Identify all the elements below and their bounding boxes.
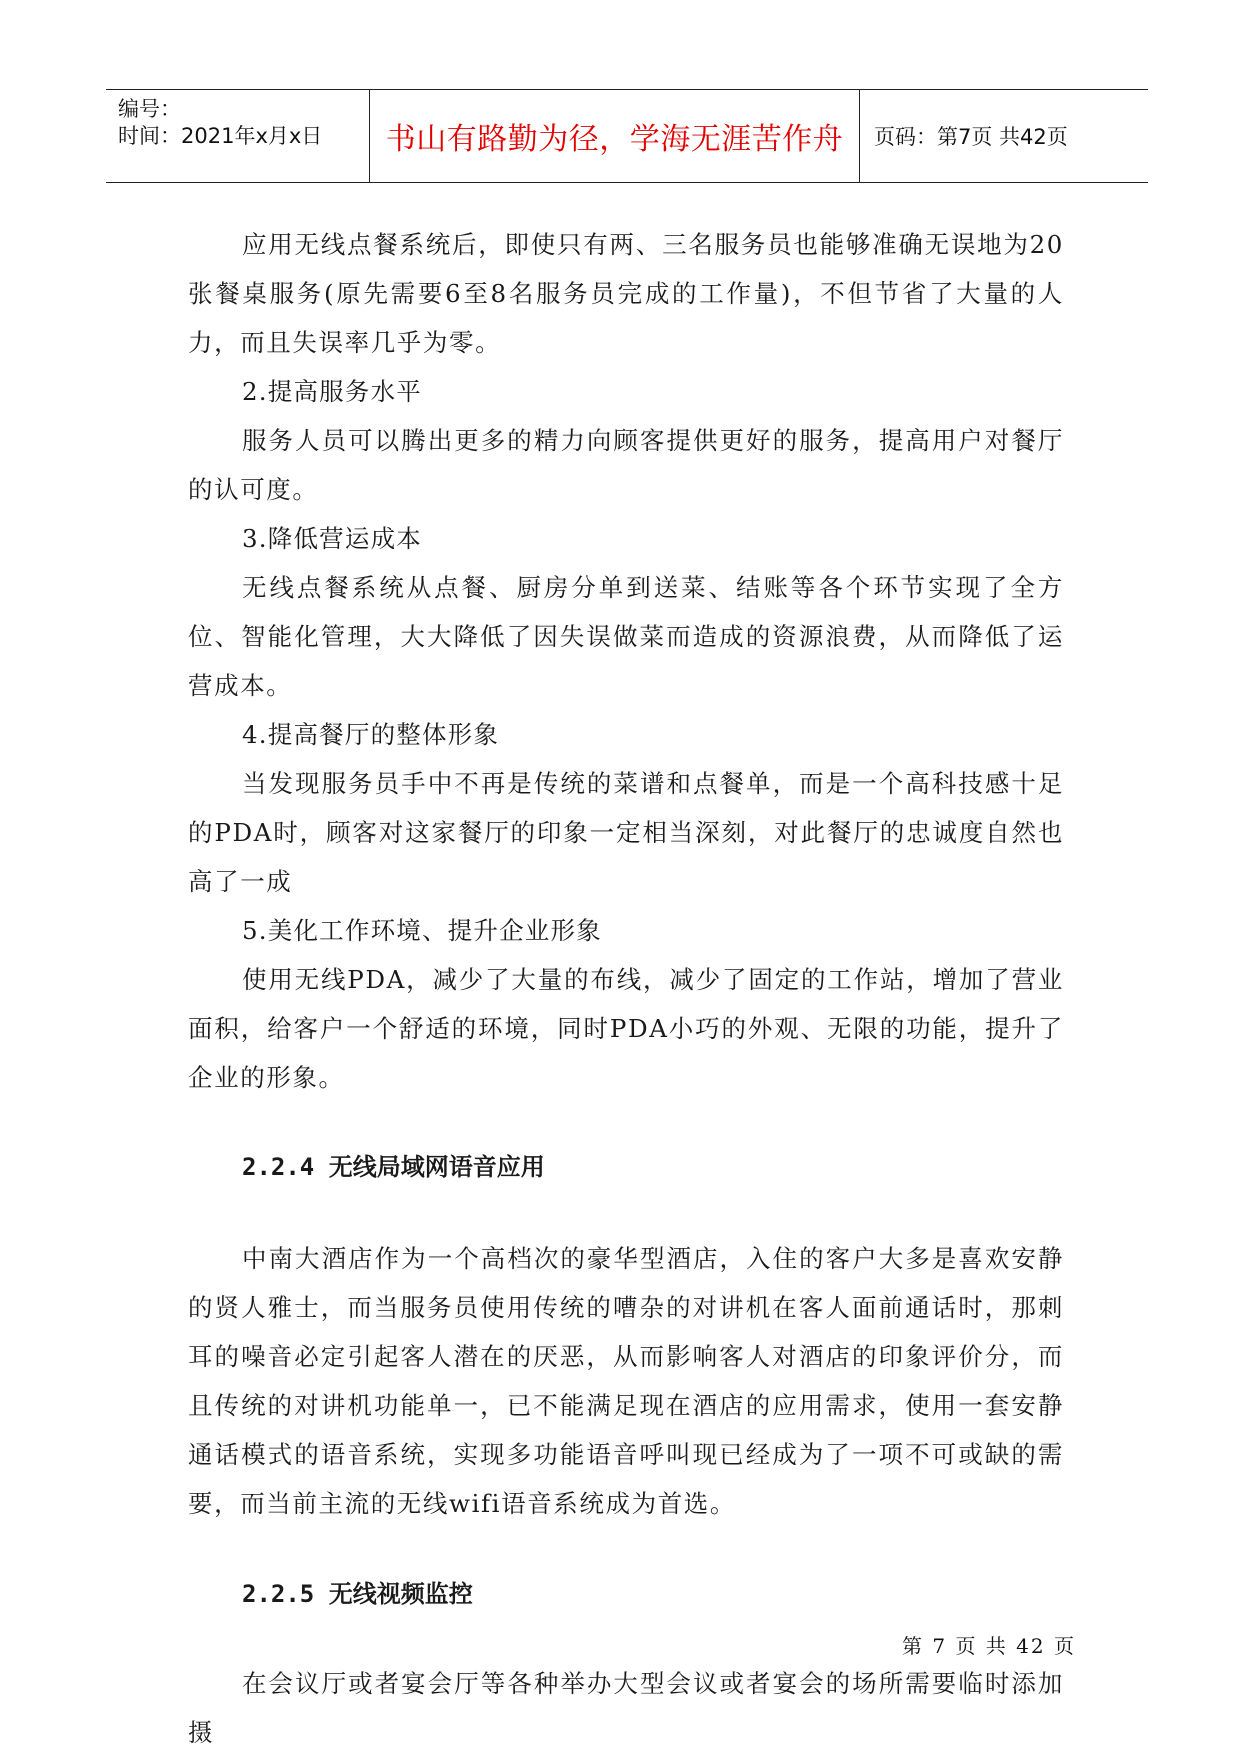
section-heading-2-2-5: 2.2.5 无线视频监控 bbox=[242, 1580, 473, 1608]
paragraph: 当发现服务员手中不再是传统的菜谱和点餐单，而是一个高科技感十足的PDA时，顾客对这家餐厅的印象一定相当深刻，对此餐厅的忠诚度自然也高了一成 bbox=[188, 769, 1064, 896]
header-page-info: 页码：第7页 共42页 bbox=[874, 125, 1068, 149]
subheading: 5.美化工作环境、提升企业形象 bbox=[242, 916, 602, 945]
subheading: 2.提高服务水平 bbox=[242, 377, 422, 406]
document-time-label: 时间：2021年x月x日 bbox=[118, 124, 323, 148]
header-motto: 书山有路勤为径，学海无涯苦作舟 bbox=[385, 122, 844, 157]
paragraph: 服务人员可以腾出更多的精力向顾客提供更好的服务，提高用户对餐厅的认可度。 bbox=[188, 426, 1064, 504]
subheading: 4.提高餐厅的整体形象 bbox=[242, 720, 500, 749]
section-heading-2-2-4: 2.2.4 无线局域网语音应用 bbox=[242, 1153, 545, 1181]
paragraph: 中南大酒店作为一个高档次的豪华型酒店，入住的客户大多是喜欢安静的贤人雅士，而当服务员使用传统的嘈杂的对讲机在客人面前通话时，那刺耳的噪音必定引起客人潜在的厌恶，从而影响客人对酒店的印象评价分，而且传统的对讲机功能单一，已不能满足现在酒店的应用需求，使用一套安静通话模式的语音系统，实现多功能语音呼叫现已经成为了一项不可或缺的需要，而当前主流的无线wifi语音系统成为首选。 bbox=[188, 1244, 1064, 1518]
subheading: 3.降低营运成本 bbox=[242, 524, 422, 553]
header-meta-cell bbox=[106, 90, 370, 182]
paragraph: 使用无线PDA，减少了大量的布线，减少了固定的工作站，增加了营业面积，给客户一个舒适的环境，同时PDA小巧的外观、无限的功能，提升了企业的形象。 bbox=[188, 965, 1064, 1092]
paragraph: 无线点餐系统从点餐、厨房分单到送菜、结账等各个环节实现了全方位、智能化管理，大大降低了因失误做菜而造成的资源浪费，从而降低了运营成本。 bbox=[188, 573, 1064, 700]
paragraph: 在会议厅或者宴会厅等各种举办大型会议或者宴会的场所需要临时添加摄 bbox=[188, 1669, 1064, 1747]
header-motto-cell bbox=[370, 90, 860, 182]
page-footer: 第 7 页 共 42 页 bbox=[902, 1634, 1076, 1658]
header-page-cell bbox=[860, 90, 1148, 182]
document-body bbox=[188, 220, 1064, 1757]
document-header bbox=[106, 89, 1148, 183]
paragraph: 应用无线点餐系统后，即使只有两、三名服务员也能够准确无误地为20张餐桌服务(原先需要6至8名服务员完成的工作量)，不但节省了大量的人力，而且失误率几乎为零。 bbox=[188, 230, 1064, 357]
document-number-label: 编号： bbox=[118, 97, 181, 121]
